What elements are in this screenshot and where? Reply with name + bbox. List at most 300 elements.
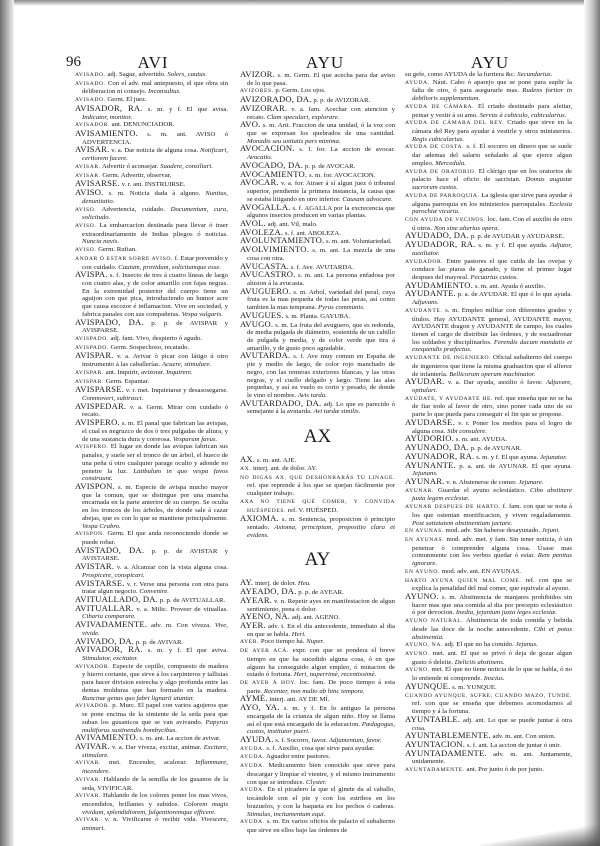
dictionary-entry xyxy=(75,146,228,162)
entry-headword: AVISO. xyxy=(75,187,104,198)
page-right-edge xyxy=(584,0,600,846)
dictionary-entry xyxy=(75,206,228,222)
entry-headword: AVIVAR. xyxy=(75,817,101,824)
entry-definition: s. m. y f. El que ayuna. xyxy=(474,453,540,461)
column-left xyxy=(75,71,228,833)
entry-headword: AVISO. xyxy=(75,222,97,229)
entry-definition: Germ. El juez. xyxy=(105,96,147,104)
entry-definition: s. m. ant. La persona enfadosa por alusion á la avucasta. xyxy=(247,272,395,287)
entry-headword: AVIVADOR, RA. xyxy=(75,644,143,655)
entry-latin-equivalent: Cibo abstinere juxta legem ecclesiæ. xyxy=(412,486,572,503)
entry-definition: s. m. Abstinencia de manjares prohibidos sin hacer mas que una comida al dia por precepto eclesiástico ó por devocion. xyxy=(412,594,572,617)
entry-latin-equivalent: Vesparum favus. xyxy=(172,435,218,443)
entry-definition: met. Encender, acalorar. xyxy=(100,759,196,767)
entry-headword: AYUDA DE CÁMARA DEL REY. xyxy=(405,120,505,127)
dictionary-entry xyxy=(405,487,572,503)
dictionary-entry xyxy=(75,759,228,775)
entry-definition: v. a. Dar noticia de alguna cosa. xyxy=(109,147,201,155)
entry-definition: adj. ant. Vil, malo. xyxy=(265,220,318,228)
entry-definition: p. p. de AVISTAR y AVISTARSE. xyxy=(82,547,228,563)
entry-headword: AYUNAR. xyxy=(405,475,445,486)
dictionary-entry xyxy=(240,397,395,416)
entry-definition: Hablando de la semilla de los gusanos de la seda, VIVIFICAR. xyxy=(82,775,228,792)
dictionary-entry xyxy=(75,189,228,205)
entry-latin-equivalent: Prospicere, conspicari. xyxy=(82,571,145,579)
entry-headword: AVISADO. xyxy=(75,97,106,104)
dictionary-entry xyxy=(405,354,572,378)
entry-headword: AVUTARDA. xyxy=(240,350,291,361)
entry-definition: s. m. ant. AVISO ó ADVERTENCIA. xyxy=(82,131,228,146)
entry-definition: Entre pastores el que cuida de las ovejas y conduce las piaras de ganado, y tiene el primer lugar despues del mayoral. xyxy=(412,257,572,281)
entry-headword: AVISARSE. xyxy=(75,178,120,189)
entry-headword: AVUCASTA. xyxy=(240,260,289,271)
entry-definition: Germ. Espantar. xyxy=(103,377,150,385)
entry-latin-equivalent: Clyster. xyxy=(306,778,327,786)
entry-definition: p. p. de AYEAR. xyxy=(296,589,344,597)
page-corner-shadow xyxy=(480,816,600,846)
entry-definition: Germ. Advertir, observar. xyxy=(100,171,172,179)
entry-definition: met. ant. El que se privó ó deja de gozar algun gusto ó deleite. xyxy=(412,650,572,666)
entry-definition: Medicamento bien conocido que sirve para descargar y limpiar el vientre, y el mismo instrumento con que se introduce. xyxy=(247,762,395,786)
entry-headword: EN AYUNO. xyxy=(405,568,441,575)
entry-latin-equivalent: Mercedula. xyxy=(435,159,466,167)
entry-definition: v. n. Repetir ayes en manifestacion de algun sentimiento, pena ó dolor. xyxy=(247,597,395,613)
entry-headword: AVIVAR. xyxy=(75,793,101,800)
dictionary-entry xyxy=(75,71,228,80)
entry-definition: s. m. El panal que fabrican las avispas, el cual es negruzco de dos ó tres pulgadas de altura, y de una sustancia dura y correosa. xyxy=(82,420,228,443)
entry-definition: v. a. Germ. Mirar con cuidado ó recato. xyxy=(82,403,228,419)
entry-latin-equivalent: Monadis seu unitatis pars minima. xyxy=(247,137,341,145)
entry-headword: AYUDA. xyxy=(240,745,265,752)
entry-headword: AYUNTABLEMENTE. xyxy=(405,730,491,741)
entry-latin-equivalent: Secundarius. xyxy=(517,71,553,78)
entry-headword: EN AYUNAS. xyxy=(405,528,444,535)
entry-headword: HARTO AYUNA QUIEN MAL COME. xyxy=(405,577,522,584)
entry-latin-equivalent: Indicator, monitor. xyxy=(82,113,133,121)
entry-definition: p. a. de AYUDAR. El que ó lo que ayuda. xyxy=(455,291,572,299)
entry-headword: AVOCADO, DA. xyxy=(240,159,304,170)
dictionary-entry xyxy=(240,179,395,203)
entry-headword: DE AYER Á HOY. xyxy=(240,680,297,686)
entry-latin-equivalent: Runcinæ genus quo fabri lignarii utuntur. xyxy=(82,694,195,702)
entry-definition: loc. fam. Con el auxilio de otro ú otros. xyxy=(412,215,573,232)
entry-latin-equivalent: Adjutor, auxiliator. xyxy=(412,242,572,257)
entry-definition: expr. con que se pondera el breve tiempo en que ha sucedido alguna cosa, ó en que alguno ha conseguido algun empleo, ó mutacion de estado ó fortuna. xyxy=(247,647,396,679)
entry-definition: ref. con que se enseña que debemos acomodarnos al tiempo y á la fortuna. xyxy=(412,700,572,716)
entry-definition: En el picadero la que el ginete da al caballo, tocándole con el pie y con los estribos en los brazuelos, y con la baqueta en los pechos ó caderas. xyxy=(247,786,395,810)
entry-headword: AVISTARSE. xyxy=(75,577,125,588)
entry-definition: Aguador entre pastores. xyxy=(264,753,331,761)
entry-headword: AVOCACION. xyxy=(240,143,295,154)
entry-definition: s. m. ant. Ayuda ó auxilio. xyxy=(473,282,546,290)
entry-latin-equivalent: Inflammare, incendere. xyxy=(82,759,228,776)
entry-headword: AVIVAR. xyxy=(75,740,110,751)
dictionary-entry xyxy=(75,480,228,530)
entry-latin-equivalent: Heri. xyxy=(291,630,306,638)
entry-headword: AVISPON. xyxy=(75,531,105,538)
entry-headword: AVOCAMIENTO. xyxy=(240,168,308,179)
entry-latin-equivalent: Colorem magis vividum, splendidiorem, fulgentioremque efficere. xyxy=(82,800,228,816)
dictionary-entry xyxy=(240,753,395,762)
entry-definition: s. m. ant. La accion de avivar. xyxy=(138,735,221,743)
entry-headword: AYUDA. xyxy=(240,734,274,745)
entry-headword: AYUDAMIENTO. xyxy=(405,279,474,290)
entry-definition: Oficial subalterno del cuerpo de ingenieros que tiene la misma graduacion que el alferez de infantería. xyxy=(412,354,572,378)
entry-headword: AVOLEZA. xyxy=(240,226,284,237)
entry-definition: Germ. Sospechoso, recatado. xyxy=(108,343,190,351)
entry-headword: AYUNAR. xyxy=(405,487,435,494)
entry-latin-equivalent: Rudens fortior in debilioris supplementum. xyxy=(412,87,572,103)
entry-latin-equivalent: Ecclesia parochiæ vicaria. xyxy=(412,200,572,216)
entry-headword: AYEADO, DA. xyxy=(240,586,297,597)
entry-headword: AVISPADO. xyxy=(75,344,109,351)
dictionary-entry xyxy=(405,143,572,167)
dictionary-entry xyxy=(75,80,228,96)
entry-definition: p. Germ. Los ojos. xyxy=(273,87,326,95)
entry-latin-equivalent: Clam speculari, explorare. xyxy=(266,113,340,121)
entry-headword: AVIVAMIENTO. xyxy=(75,732,139,743)
entry-headword: AYUNO, NA. xyxy=(405,642,443,649)
entry-headword: AYUNO. xyxy=(405,651,430,658)
dictionary-entry xyxy=(75,102,229,121)
dictionary-entry xyxy=(240,71,395,87)
entry-latin-equivalent: Adjumentum, favor. xyxy=(328,737,382,745)
dictionary-entry xyxy=(75,163,228,172)
entry-definition: adj. El que no ha comido. xyxy=(442,641,516,649)
entry-definition: v. a. Dar ayuda, auxilio ó favor. xyxy=(444,379,546,387)
entry-headword: AY. xyxy=(240,577,254,588)
dictionary-entry xyxy=(240,762,395,786)
entry-headword: AYUDA. xyxy=(405,79,430,86)
entry-definition: interj. ant. AY DE MÍ. xyxy=(267,696,330,704)
entry-headword: ANDAR Ó ESTAR SOBRE AVISO. xyxy=(75,255,173,262)
entry-definition: Criado que sirve en la cámara del Rey para ayudar á vestirle y otros ministerios. xyxy=(412,119,573,136)
entry-headword: AVIZOR. xyxy=(240,69,275,79)
dictionary-entry xyxy=(240,352,395,399)
entry-headword: AVISO. xyxy=(75,247,97,254)
entry-headword: AVIVADOR. xyxy=(75,663,111,670)
entry-headword: AYER. xyxy=(240,639,260,646)
entry-definition: met. El que no tiene noticia de lo que se habla, ó no lo entiende ni comprende. xyxy=(412,666,572,683)
entry-latin-equivalent: Causam advocare. xyxy=(342,195,393,203)
entry-headword: AVISPERO. xyxy=(75,444,109,451)
entry-definition: s. f. Ave muy comun en España de pie y medio de largo, de color rojo manchado de negro, con las remeras exteriores blancas, y las otras negras, y el cuello delgado y largo. Tiene las alas pequeñas, y así su vuelo es corto y pesado, de donde le vino el nombre. xyxy=(247,353,395,400)
dictionary-entry xyxy=(75,316,228,335)
entry-headword: AVISADOR, RA. xyxy=(75,102,143,113)
entry-definition: Advertir ó aconsejar. xyxy=(100,162,161,170)
entry-definition: adj. ant. AGENO. xyxy=(290,614,341,622)
dictionary-entry xyxy=(405,527,572,536)
running-head-left: AVI xyxy=(137,53,169,72)
dictionary-entry xyxy=(405,307,572,354)
dictionary-entry xyxy=(75,246,228,255)
entry-latin-equivalent: Heri, nuperrimè, recentissimè. xyxy=(293,671,377,679)
entry-headword: AYUDA DE ORATORIO. xyxy=(405,168,477,175)
entry-definition: p. p. de AVOCAR. xyxy=(303,162,356,170)
entry-headword: AVITUALLAR. xyxy=(75,602,134,613)
entry-definition: s. f. El socorro en dinero que se suele dar ademas del salario señalado al que ejerce algun empleo. xyxy=(412,143,572,167)
entry-definition: loc. fam. De poco tiempo á esta parte. xyxy=(247,679,395,695)
entry-definition: su gefe, como AYUDA de la furriera &c. xyxy=(405,71,518,78)
entry-headword: AVOCAR. xyxy=(240,177,279,188)
entry-headword: AVISPAR. xyxy=(75,350,114,361)
dictionary-entry xyxy=(405,503,572,527)
dictionary-entry xyxy=(240,515,395,539)
dictionary-entry xyxy=(75,646,228,662)
entry-definition: ant. DENUNCIADOR. xyxy=(109,121,175,129)
entry-definition: v. a. Dar viveza, excitar, animar. xyxy=(109,743,204,751)
dictionary-entry xyxy=(75,792,228,816)
entry-definition: s. m. Especie de avispa mucho mayor que la comun, que se distingue por una mancha encarnada en la parte anterior de su cuerpo. Se oculta en los troncos de los árboles, de donde sale á cazar abejas, que es con lo que se mantiene principalmente. xyxy=(82,483,228,522)
dictionary-entry xyxy=(75,335,228,344)
entry-definition: s. f. ant. La accion de juntar ó unir. xyxy=(465,741,561,749)
entry-definition: v. n. Vivificarse ó recibir vida. xyxy=(100,816,201,824)
entry-latin-equivalent: Sibi consulere. xyxy=(447,427,487,435)
entry-headword: AYER. xyxy=(240,619,266,630)
dictionary-entry xyxy=(405,79,572,103)
entry-headword: AYUDANTE DE INGENIERO. xyxy=(405,355,492,362)
entry-latin-equivalent: Cautum, providum, solicitumque esse. xyxy=(118,263,222,271)
dictionary-entry xyxy=(240,465,395,474)
entry-latin-equivalent: Stimulus, incitamentum equi. xyxy=(247,810,326,818)
entry-headword: AVO. xyxy=(240,119,261,130)
entry-definition: interj. ant. de dolor. AY. xyxy=(251,464,318,472)
entry-definition: p. p. de AVIZORAR. xyxy=(311,97,371,105)
entry-headword: AVISPERO. xyxy=(75,417,120,428)
entry-latin-equivalent: Excitare, stimulare. xyxy=(82,743,228,759)
entry-headword: AVISTADO, DA. xyxy=(75,544,145,555)
entry-definition: Especie de cepillo, compuesto de madera y hierro cortante, que sirve á los carpinteros y tallistas para hacer division estrecha y algo profunda entre las demas molduras que han formado en la madera. xyxy=(82,662,228,694)
page-top-edge xyxy=(0,0,600,6)
entry-latin-equivalent: Jejunare. xyxy=(518,478,544,486)
entry-definition: Poco tiempo há. xyxy=(259,638,307,646)
entry-definition: s. m. y f. El que avisa. xyxy=(142,105,229,113)
entry-definition: s. m. YUNQUE. xyxy=(450,683,497,691)
dictionary-entry xyxy=(75,702,228,734)
entry-headword: AVISPARSE. xyxy=(75,384,125,395)
dictionary-entry xyxy=(240,619,395,638)
book-binding-gutter xyxy=(0,0,14,846)
dictionary-entry xyxy=(75,369,228,378)
entry-definition: v. r. Poner los medios para el logro de alguna cosa. xyxy=(412,419,572,435)
dictionary-entry xyxy=(240,285,395,312)
entry-definition: ref. con que se explica la penalidad del mal comer, que equivale al ayuno. xyxy=(412,576,573,593)
entry-latin-equivalent: Bellicorum operum machinator. xyxy=(449,370,536,378)
entry-definition: s. m. for. AVOCACION. xyxy=(307,171,376,179)
running-head-right: AYU xyxy=(470,53,510,72)
entry-headword: AVISO. xyxy=(75,206,97,213)
column-middle xyxy=(240,71,395,835)
entry-definition: interj. de dolor. xyxy=(253,580,298,588)
dictionary-entry xyxy=(240,704,395,736)
entry-headword: AYUNTADAMENTE. xyxy=(405,747,487,758)
entry-headword: AYMÉ. xyxy=(240,693,268,704)
entry-latin-equivalent: Vivescere, animari. xyxy=(82,816,228,833)
entry-definition: p. p. de AYUNAR. xyxy=(468,445,522,453)
dictionary-entry xyxy=(240,647,395,679)
entry-definition: p. a. ant. de AYUNAR. El que ayuna. xyxy=(455,462,572,470)
entry-headword: AVISADO. xyxy=(75,72,106,78)
entry-latin-equivalent: Jejunans. xyxy=(412,470,438,478)
entry-definition: s. m. Germ. El que acecha para dar aviso de lo que pasa. xyxy=(247,72,395,87)
entry-headword: AVISPAR. xyxy=(75,369,104,376)
dictionary-entry xyxy=(75,443,228,483)
entry-latin-equivalent: Nuntius, denuntiatio. xyxy=(82,190,228,205)
entry-definition: s. m. En varios oficios de palacio el subalterno que sirve en ellos bajo las órdenes de xyxy=(247,818,395,834)
entry-headword: AYÚDATE, Y AYUDARTE HE. xyxy=(405,395,493,402)
entry-definition: s. m. La fruta del avuguero, que es redonda, de media pulgada de diámetro, sostenida de un cabillo de pulgada y media, y de color verde que tira á amarillo, y de gusto poco agradable. xyxy=(247,321,395,352)
dictionary-entry xyxy=(240,638,395,647)
dictionary-entry xyxy=(75,352,228,368)
dictionary-entry xyxy=(405,680,572,692)
dictionary-entry xyxy=(405,766,572,775)
dictionary-entry xyxy=(405,192,572,216)
entry-headword: AX. xyxy=(240,454,256,465)
entry-definition: El clérigo que en los oratorios de palacio hace el oficio de sacristan. xyxy=(412,167,572,184)
entry-headword: AVISPADO, DA. xyxy=(75,316,144,327)
dictionary-entry xyxy=(240,474,395,498)
entry-headword: AVOLVIMIENTO. xyxy=(240,244,310,255)
entry-headword: NO DIGAS AX, QUE DESHONRARÁS TU LINAGE. xyxy=(240,474,395,481)
entry-latin-equivalent: Vespa vulgaris. xyxy=(181,310,223,318)
entry-headword: EN AYUNAS. xyxy=(405,536,445,543)
entry-latin-equivalent: Axioma, principium, propositio clara et evidens. xyxy=(247,523,395,539)
entry-latin-equivalent: Inscius. xyxy=(483,675,505,683)
entry-headword: AYUNO NATURAL. xyxy=(405,618,464,625)
entry-headword: AYUNTACION. xyxy=(405,738,466,749)
entry-headword: AYUDA. xyxy=(240,787,265,794)
running-head-middle: AYU xyxy=(305,53,345,72)
entry-latin-equivalent: Non sine alterius opera. xyxy=(433,224,500,232)
entry-headword: AYUDA. xyxy=(240,819,265,826)
entry-definition: s. m. ant. La mezcla de una cosa con otra. xyxy=(247,247,395,262)
dictionary-entry xyxy=(405,475,572,487)
entry-definition: adj. Sagaz, advertido. xyxy=(105,71,168,78)
entry-definition: Germ. Rufian. xyxy=(96,246,137,254)
entry-headword: AYUNADO, DA. xyxy=(405,442,469,453)
entry-headword: AYUDADO, DA. xyxy=(405,230,469,241)
dictionary-entry xyxy=(240,121,395,145)
entry-definition: v. r. met. Inquietarse y desasosegarse. xyxy=(124,387,228,395)
entry-headword: AYUDARSE. xyxy=(405,416,455,427)
dictionary-entry xyxy=(405,258,572,282)
entry-definition: v. a. for. Atraer á sí algun juez ó tribunal superior, pendiente la primera instancia, la causa que se estaba litigando en otro inferior. xyxy=(247,180,395,203)
entry-headword: AVISAMIENTO. xyxy=(75,128,138,139)
entry-definition: Con el adv. mal antepuesto, el que obra sin deliberacion ni consejo. xyxy=(82,79,228,96)
entry-definition: p. p. de AYUDAR y AYUDARSE. xyxy=(468,233,565,241)
section-heading: AY xyxy=(304,549,331,571)
dictionary-entry xyxy=(405,650,572,666)
entry-latin-equivalent: Vive, vivide. xyxy=(82,622,228,637)
dictionary-entry xyxy=(405,378,572,394)
entry-definition: adv. m. Con viveza. xyxy=(147,622,215,630)
entry-definition: Hablando de los colores poner los mas vivos, encendidos, brillantes y subidos. xyxy=(82,792,228,808)
entry-latin-equivalent: Notificari, certiorem facere. xyxy=(82,147,228,163)
dictionary-entry xyxy=(405,290,572,306)
entry-latin-equivalent: Avi tardæ similis. xyxy=(313,408,361,416)
entry-latin-equivalent: Inedia, jejunium juxta leges ecclesiæ. xyxy=(455,609,558,617)
dictionary-entry xyxy=(240,456,395,465)
entry-latin-equivalent: Nuncia navis. xyxy=(82,238,120,246)
entry-headword: AYUDADOR. xyxy=(405,258,444,265)
entry-latin-equivalent: Servus à cubiculo, cubicularius. xyxy=(479,111,567,119)
entry-definition: s. m. ant. AJE. xyxy=(255,457,297,465)
entry-headword: AYEAR. xyxy=(240,594,273,605)
entry-headword: AVOGALLA. xyxy=(240,201,291,212)
dictionary-entry xyxy=(240,736,395,745)
entry-headword: AYENO, NA. xyxy=(240,611,291,622)
entry-definition: s. m. Planta. GAYUBA. xyxy=(283,312,351,320)
entry-latin-equivalent: Solers, cautus. xyxy=(167,71,207,78)
entry-headword: AVISAR. xyxy=(75,163,101,170)
entry-definition: v. r. ant. INSTRUIRSE. xyxy=(119,181,186,189)
dictionary-entry xyxy=(405,103,572,119)
dictionary-entry xyxy=(405,71,572,79)
entry-definition: s. m. Sentencia, proposicion ó principio sentado. xyxy=(247,516,395,531)
dictionary-entry xyxy=(405,641,572,650)
entry-latin-equivalent: Acuere, stimulare. xyxy=(162,361,212,369)
entry-latin-equivalent: Ferendis ducum mandatis et exequendis præfectus. xyxy=(412,338,572,354)
entry-definition: s. m. ant. AYUDA. xyxy=(454,436,508,444)
entry-latin-equivalent: Inquirere. xyxy=(166,368,193,376)
entry-headword: AX. xyxy=(240,465,252,472)
entry-headword: AVIVADOR. xyxy=(75,703,111,710)
entry-headword: AVITUALLADO, DA. xyxy=(75,594,159,604)
page-number: 96 xyxy=(66,54,81,70)
entry-definition: La iglesia que sirve para ayudar á alguna parroquia en los ministerios parroquiales. xyxy=(412,191,572,208)
entry-latin-equivalent: Domus augustæ sacrorum custos. xyxy=(412,176,572,192)
entry-definition: adv. m. ant. Con union. xyxy=(490,733,556,741)
entry-definition: Abstinencia de toda comida y bebida desde las doce de la noche antecedente. xyxy=(412,617,572,633)
entry-definition: s. f. ant. ABOLEZA. xyxy=(283,229,341,237)
entry-headword: DE AYER ACÁ. xyxy=(240,648,289,655)
entry-definition: s. f. Ave. AVUTARDA. xyxy=(288,263,354,271)
entry-headword: AVIVADAMENTE. xyxy=(75,619,148,630)
entry-headword: AYUNADOR, RA. xyxy=(405,450,475,461)
entry-headword: AYUDADOR, RA. xyxy=(405,239,476,250)
entry-headword: AYUNAR DESPUES DE HARTO. xyxy=(405,504,501,511)
entry-headword: AYUDA. xyxy=(240,763,265,770)
entry-latin-equivalent: Jejunator. xyxy=(540,453,567,461)
dictionary-entry xyxy=(240,745,395,754)
dictionary-entry xyxy=(75,776,228,792)
entry-definition: adj. ant. Lo que se puede juntar á otra cosa. xyxy=(412,716,572,732)
entry-definition: ref. que enseña que no se ha de fiar todo al favor de otro, sino poner cada uno de su parte lo que pueda para conseguir el fin que se propone. xyxy=(412,394,572,419)
dictionary-entry xyxy=(405,692,572,716)
entry-headword: AVISPAR. xyxy=(75,378,104,385)
dictionary-entry xyxy=(75,419,228,443)
dictionary-entry xyxy=(75,271,228,318)
entry-definition: El criado destinado para afeitar, peinar y vestir á su amo. xyxy=(412,102,573,119)
entry-headword: AVISAR. xyxy=(75,172,101,179)
entry-definition: s. f. Auxilio, cosa que sirve para ayudar. xyxy=(264,744,375,752)
entry-headword: AYUNANTE. xyxy=(405,459,456,470)
entry-headword: AYUNTADAMENTE. xyxy=(405,767,465,774)
entry-latin-equivalent: Nuper. xyxy=(306,638,325,646)
dictionary-entry xyxy=(405,593,572,617)
entry-definition: s. m. y f. El que aviva. xyxy=(142,647,228,655)
dictionary-entry xyxy=(405,747,572,766)
entry-headword: AXA NO TIENE QUÉ COMER, Y CONVIDA HUÉSPEDES. xyxy=(240,498,395,514)
dictionary-entry xyxy=(75,663,228,703)
entry-latin-equivalent: Pædagogus, custos, institutor pueri. xyxy=(247,720,395,736)
entry-latin-equivalent: Cibaria comparare. xyxy=(82,613,136,621)
entry-latin-equivalent: Convenire. xyxy=(139,588,169,596)
entry-definition: mod. adv. met. y fam. Sin tener noticia, ó sin penetrar ó comprender alguna cosa. Úsase mas comunmente con los verbos quedar ó estar. xyxy=(412,535,572,560)
entry-latin-equivalent: Deliciis abstinens. xyxy=(454,658,505,666)
dictionary-entry xyxy=(75,740,228,759)
entry-headword: AVIZORADO, DA. xyxy=(240,94,312,105)
